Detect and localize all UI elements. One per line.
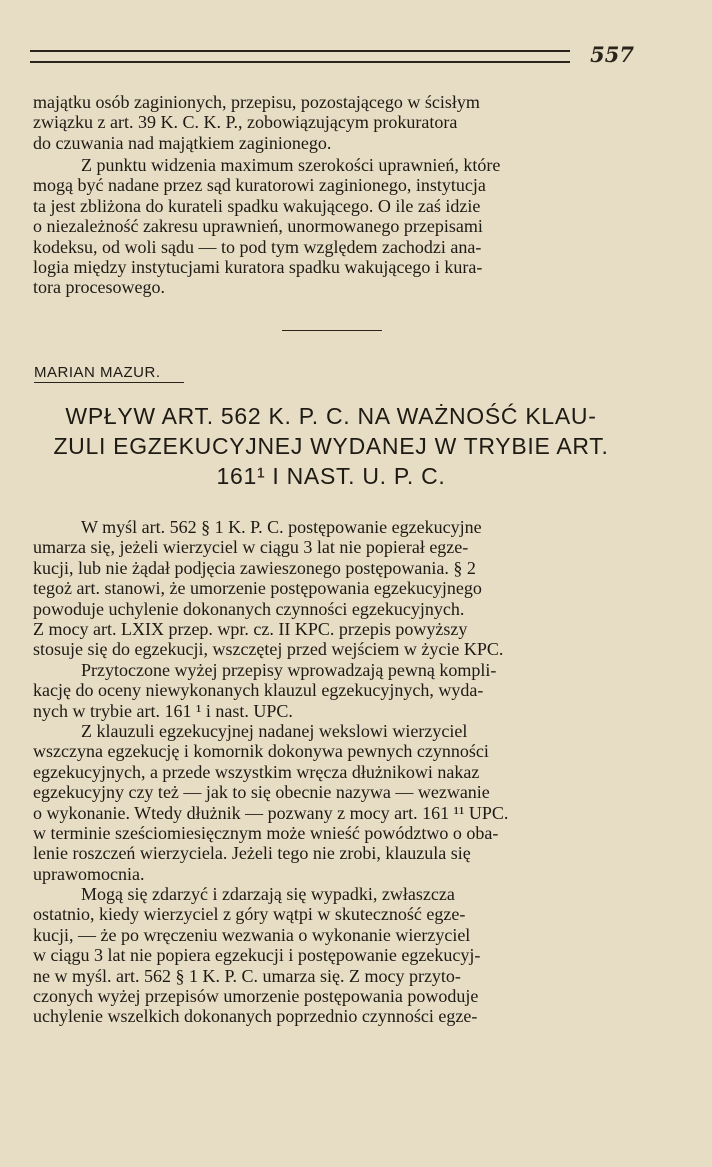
article-title: WPŁYW ART. 562 K. P. C. NA WAŻNOŚĆ KLAU- ZULI EGZEKUCYJNEJ WYDANEJ W TRYBIE ART. 161¹ I NAST. U. P. C. xyxy=(53,403,609,489)
author-underline xyxy=(34,382,184,383)
page-number: 557 xyxy=(590,42,634,67)
header-double-rule xyxy=(30,50,570,63)
paragraph-curator-powers: Z punktu widzenia maximum szerokości uprawnień, które mogą być nadane przez sąd kuratorowi zaginionego, instytucja ta jest zbliżona do kurateli spadku wakującego. O ile zaś idzie o niezależność zakresu uprawnień, unormowanego przepisami kodeksu, od woli sądu — to pod tym względem zachodzi ana- logia między instytucjami kuratora spadku wakującego i kura- tora procesowego. xyxy=(33,155,501,298)
article-paragraph: W myśl art. 562 § 1 K. P. C. postępowanie egzekucyjne umarza się, jeżeli wierzyciel w ciągu 3 lat nie popierał egze- kucji, lub nie żądał podjęcia zawieszonego postępowania. § 2 tegoż art. stanowi, że umorzenie postępowania egzekucyjnego powoduje uchylenie dokonanych czynności egzekucyjnych. Z mocy art. LXIX przep. wpr. cz. II KPC. przepis powyższy stosuje się do egzekucji, wszczętej przed wejściem w życie KPC. xyxy=(33,517,504,660)
article-paragraph: Przytoczone wyżej przepisy wprowadzają pewną kompli- kację do oceny niewykonanych klauzul egzekucyjnych, wyda- nych w trybie art. 161 ¹ i nast. UPC. xyxy=(33,660,497,721)
continuation-paragraph: majątku osób zaginionych, przepisu, pozostającego w ścisłym związku z art. 39 K. C. K. P., zobowiązującym prokuratora do czuwania nad majątkiem zaginionego. xyxy=(33,92,480,153)
section-divider xyxy=(282,330,382,331)
article-paragraph: Z klauzuli egzekucyjnej nadanej wekslowi wierzyciel wszczyna egzekucję i komornik dokonywa pewnych czynności egzekucyjnych, a przede wszystkim wręcza dłużnikowi nakaz egzekucyjny czy też — jak to się obecnie nazywa — wezwanie o wykonanie. Wtedy dłużnik — pozwany z mocy art. 161 ¹¹ UPC. w terminie sześciomiesięcznym może wnieść powództwo o oba- lenie roszczeń wierzyciela. Jeżeli tego nie zrobi, klauzula się uprawomocnia. xyxy=(33,721,509,884)
article-paragraph: Mogą się zdarzyć i zdarzają się wypadki, zwłaszcza ostatnio, kiedy wierzyciel z góry wątpi w skuteczność egze- kucji, — że po wręczeniu wezwania o wykonanie wierzyciel w ciągu 3 lat nie popiera egzekucji i postępowanie egzekucyj- ne w myśl. art. 562 § 1 K. P. C. umarza się. Z mocy przyto- czonych wyżej przepisów umorzenie postępowania powoduje uchylenie wszelkich dokonanych poprzednio czynności egze- xyxy=(33,884,481,1027)
article-author: MARIAN MAZUR. xyxy=(34,364,161,381)
